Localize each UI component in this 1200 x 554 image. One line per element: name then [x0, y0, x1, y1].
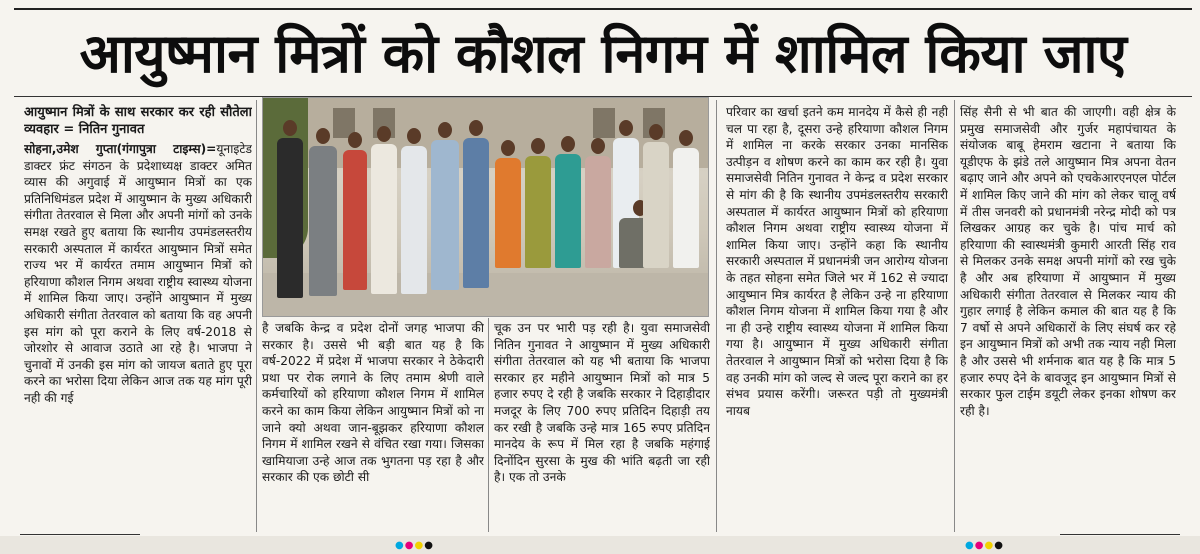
photo-person-head [501, 140, 515, 156]
column-1-body [24, 141, 252, 407]
photo-person [643, 142, 669, 268]
column-3 [494, 320, 710, 534]
photo-person-head [438, 122, 452, 138]
group-photo [262, 97, 709, 317]
column-divider [488, 318, 489, 532]
photo-person [525, 156, 551, 268]
photo-person-head [531, 138, 545, 154]
photo-person-head [649, 124, 663, 140]
photo-person [371, 144, 397, 294]
photo-person [431, 140, 459, 290]
photo-person [463, 138, 489, 288]
photo-person-head [469, 120, 483, 136]
crop-mark [1060, 534, 1180, 535]
photo-person [585, 156, 611, 268]
registration-dots: ●●●● [965, 540, 1004, 551]
column-2-text: है जबकि केन्द्र व प्रदेश दोनों जगह भाजपा की सरकार है। उससे भी बड़ी बात यह है कि वर्ष-2022 में प्रदेश में भाजपा सरकार ने ठेकेदारी प्रथा पर रोक लगाने के लिए तमाम श्रेणी वाले कर्मचारियों को हरियाणा कौशल निगम में शामिल करने का काम किया लेकिन आयुष्मान मित्रों को ना जाने क्यो अथवा जान-बूझकर हरियाणा कौशल निगम में शामिल रखने से वंचित रखा गया। जिसका खामियाजा उन्हे आज तक भुगतना पड़ रहा है और सरकार की एक छोटी सी [262, 321, 484, 485]
photo-person-head [348, 132, 362, 148]
photo-person [401, 146, 427, 294]
column-divider [954, 100, 955, 532]
photo-person-head [407, 128, 421, 144]
column-4-text: परिवार का खर्चा इतने कम मानदेय में कैसे ही नही चल पा रहा है, दूसरा उन्हे हरियाणा कौशल निगम में शामिल ना करके सरकार उनका मानसिक उत्पीड़न व शोषण करने का काम कर रही है। युवा समाजसेवी नितिन गुनावत ने केन्द्र व प्रदेश सरकार से मांग की है कि स्थानीय उपमंडलस्तरीय सरकारी अस्पताल में कार्यरत आयुष्मान मित्रों को हरियाणा कौशल निगम अथवा राष्ट्रीय स्वास्थ्य योजना में शामिल किया जाए। उन्होंने कहा कि स्थानीय सरकारी अस्पताल में प्रधानमंत्री जन आरोग्य योजना के तहत सोहना समेत जिले भर में 162 से ज्यादा आयुष्मान मित्र कार्यरत है लेकिन उन्हे ना हरियाणा कौशल निगम योजना में शामिल किया गया है और ना ही उन्हे राष्ट्रीय स्वास्थ्य योजना में शामिल किया गया है। आयुष्मान में मुख्य अधिकारी संगीता तेतरवाल ने आयुष्मान मित्रों को भरोसा दिया है कि वह उनकी मांग को जल्द से जल्द पूरा कराने का हर संभव प्रयास करेंगी। जरूरत पड़ी तो मुख्यमंत्री नायब [726, 105, 948, 418]
photo-person-head [561, 136, 575, 152]
column-5-text: सिंह सैनी से भी बात की जाएगी। वही क्षेत्र के प्रमुख समाजसेवी और गुर्जर महापंचायत के संयोजक बाबू हेमराम खटाना ने बताया कि यूडीएफ के झंडे तले आयुष्मान मित्र अपना वेतन बढ़ाए जाने और अपने को एचकेआरएनएल पोर्टल में शामिल किए जाने की मांग को लेकर चालू वर्ष में तीस जनवरी को प्रधानमंत्री नरेन्द्र मोदी को पत्र लिखकर आग्रह कर चुके है। पांच मार्च को हरियाणा की स्वास्थमंत्री कुमारी आरती सिंह राव से मिलकर उनके समक्ष अपनी मांगों को रख चुके है और अब हरियाणा में आयुष्मान में मुख्य अधिकारी संगीता तेतरवाल से मिलकर न्याय की गुहार लगाई है लेकिन कमाल की बात यह है कि 7 वर्षो से अपने अधिकारों के लिए संघर्ष कर रहे इन आयुष्मान मित्रों को अभी तक न्याय नही मिला है और उससे भी शर्मनाक बात यह है कि मात्र 5 हजार रुपए देने के बावजूद इन आयुष्मान मित्रों से सरकार फुल टाईम डयूटी लेकर इनका शोषण कर रही है। [960, 105, 1176, 418]
photo-person [495, 158, 521, 268]
column-2 [262, 320, 484, 534]
photo-person [673, 148, 699, 268]
photo-person [277, 138, 303, 298]
column-divider [256, 100, 257, 532]
photo-window [593, 108, 615, 138]
photo-person [555, 154, 581, 268]
column-divider [716, 100, 717, 532]
photo-person [309, 146, 337, 296]
photo-person-head [619, 120, 633, 136]
registration-dots: ●●●● [395, 540, 434, 551]
photo-person-head [591, 138, 605, 154]
print-margin [0, 536, 1200, 554]
column-5 [960, 104, 1176, 534]
column-1-text: यूनाइटेड डाक्टर फ्रंट संगठन के प्रदेशाध्यक्ष डाक्टर अमित व्यास की अगुवाई में आयुष्मान मित्रों का एक प्रतिनिधिमंडल प्रदेश में आयुष्मान के मुख्य अधिकारी संगीता तेतरवाल से मिला और अपनी मांगों को उनके समक्ष रखते हुए बताया कि स्थानीय उपमंडलस्तरीय सरकारी अस्पताल में कार्यरत आयुष्मान मित्रों समेत राज्य भर में कार्यरत तमाम आयुष्मान मित्रों को हरियाणा कौशल निगम अथवा राष्ट्रीय स्वास्थ्य योजना में शामिल किया जाए। उन्होंने आयुष्मान में मुख्य अधिकारी संगीता तेतरवाल को बताया कि वह अपनी इस मांग को पूरा कराने के लिए वर्ष-2018 से जोरशोर से आवाज उठाते आ रहे है। भाजपा ने चुनावों में उनकी इस मांग को जायज बताते हुए पूरा करने का भरोसा दिया लेकिन आज तक यह मांग पूरी नही की गई [24, 142, 252, 405]
photo-person-head [377, 126, 391, 142]
column-1 [24, 104, 252, 534]
photo-person-head [316, 128, 330, 144]
photo-person-head [679, 130, 693, 146]
headline: आयुष्मान मित्रों को कौशल निगम में शामिल किया जाए [79, 22, 1127, 85]
subheading: आयुष्मान मित्रों के साथ सरकार कर रही सौतेला व्यवहार = नितिन गुनावत [24, 105, 252, 137]
crop-mark [20, 534, 140, 535]
byline: सोहना,उमेश गुप्ता(गंगापुत्रा टाइम्स)= [24, 142, 217, 156]
photo-person [343, 150, 367, 290]
column-3-text: चूक उन पर भारी पड़ रही है। युवा समाजसेवी नितिन गुनावत ने आयुष्मान में मुख्य अधिकारी संगीता तेतरवाल को यह भी बताया कि भाजपा सरकार हर महीने आयुष्मान मित्रों को मात्र 5 हजार रुपए दे रही है जबकि सरकार ने दिहाड़ीदार मजदूर के लिए 700 रुपए प्रतिदिन दिहाड़ी तय कर रखी है जबकि उन्हे मात्र 165 रुपए प्रतिदिन मानदेय के रूप में मिल रहा है जबकि महंगाई दिनोंदिन सुरसा के मुख की भांति बढ़ती जा रही है। एक तो उनके [494, 321, 710, 485]
column-4 [726, 104, 948, 534]
top-rule [14, 8, 1192, 10]
photo-person-head [283, 120, 297, 136]
